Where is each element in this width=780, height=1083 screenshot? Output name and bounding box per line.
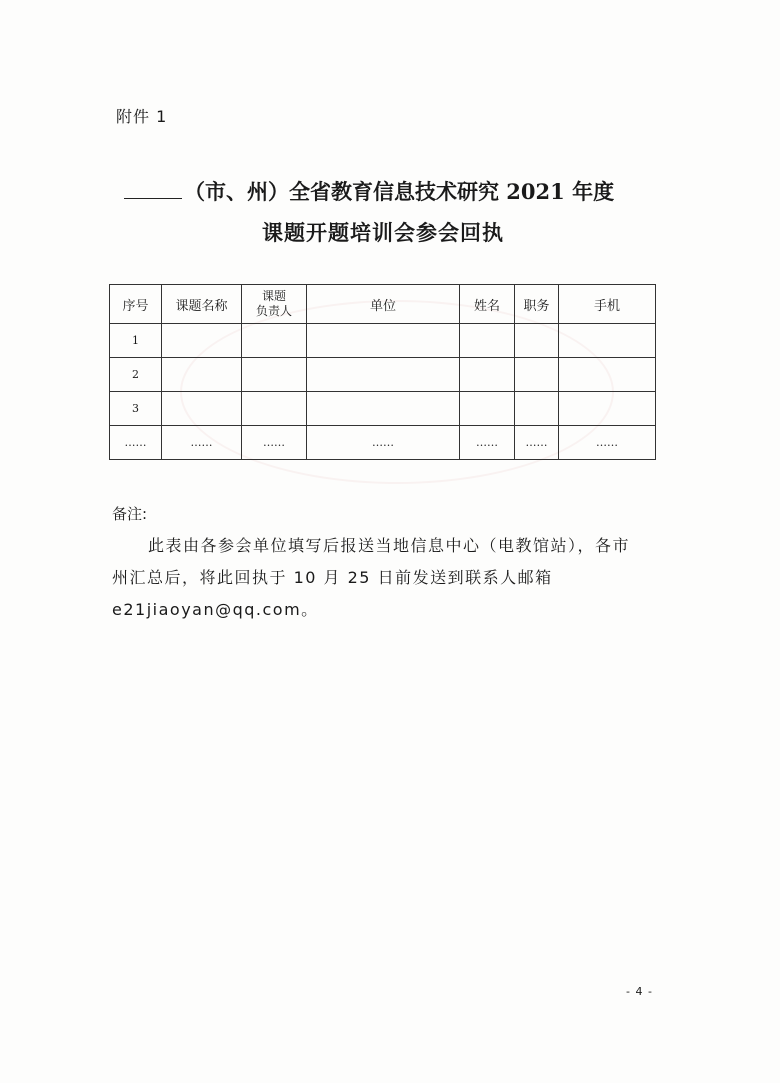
- header-topic-leader-line1: 课题: [261, 289, 286, 303]
- cell-mobile: [559, 358, 656, 392]
- table-row: [110, 358, 656, 392]
- cell-topic-leader: ……: [242, 426, 307, 460]
- document-title-line2: 课题开题培训会参会回执: [262, 220, 504, 245]
- cell-name: ……: [460, 426, 515, 460]
- cell-topic-name: ……: [162, 426, 242, 460]
- table-row: [110, 426, 656, 460]
- cell-name: [460, 324, 515, 358]
- cell-topic-name: [162, 358, 242, 392]
- cell-position: [515, 324, 559, 358]
- cell-unit: [307, 392, 460, 426]
- cell-topic-name: [162, 392, 242, 426]
- cell-index: ……: [110, 426, 162, 460]
- header-name: 姓名: [460, 285, 515, 324]
- table-row: [110, 392, 656, 426]
- cell-mobile: [559, 392, 656, 426]
- header-position: 职务: [515, 285, 559, 324]
- cell-unit: [307, 324, 460, 358]
- cell-mobile: ……: [559, 426, 656, 460]
- header-topic-name: 课题名称: [162, 285, 242, 324]
- document-title-line1: [124, 176, 614, 206]
- cell-index: 3: [110, 392, 162, 426]
- cell-unit: ……: [307, 426, 460, 460]
- cell-unit: [307, 358, 460, 392]
- remark-text: 此表由各参会单位填写后报送当地信息中心（电教馆站），各市州汇总后，将此回执于 10 月 25 日前发送到联系人邮箱 e21jiaoyan@qq.com。: [112, 536, 631, 619]
- cell-name: [460, 358, 515, 392]
- cell-topic-leader: [242, 392, 307, 426]
- title-line1-text: （市、州）全省教育信息技术研究 2021 年度: [184, 179, 615, 204]
- cell-index: 2: [110, 358, 162, 392]
- remark-label: 备注:: [112, 505, 148, 523]
- cell-position: [515, 392, 559, 426]
- cell-topic-leader: [242, 358, 307, 392]
- registration-table: [109, 284, 656, 460]
- attachment-label: 附件 1: [116, 107, 168, 126]
- header-topic-leader-line2: 负责人: [255, 304, 292, 318]
- title-fill-blank: [124, 197, 182, 199]
- header-mobile: 手机: [559, 285, 656, 324]
- cell-index: 1: [110, 324, 162, 358]
- cell-position: ……: [515, 426, 559, 460]
- cell-topic-leader: [242, 324, 307, 358]
- table-header-row: [110, 285, 656, 324]
- header-index: 序号: [110, 285, 162, 324]
- cell-mobile: [559, 324, 656, 358]
- page-number: - 4 -: [626, 985, 653, 998]
- cell-name: [460, 392, 515, 426]
- header-topic-leader: [242, 285, 307, 324]
- header-unit: 单位: [307, 285, 460, 324]
- table-row: [110, 324, 656, 358]
- cell-position: [515, 358, 559, 392]
- cell-topic-name: [162, 324, 242, 358]
